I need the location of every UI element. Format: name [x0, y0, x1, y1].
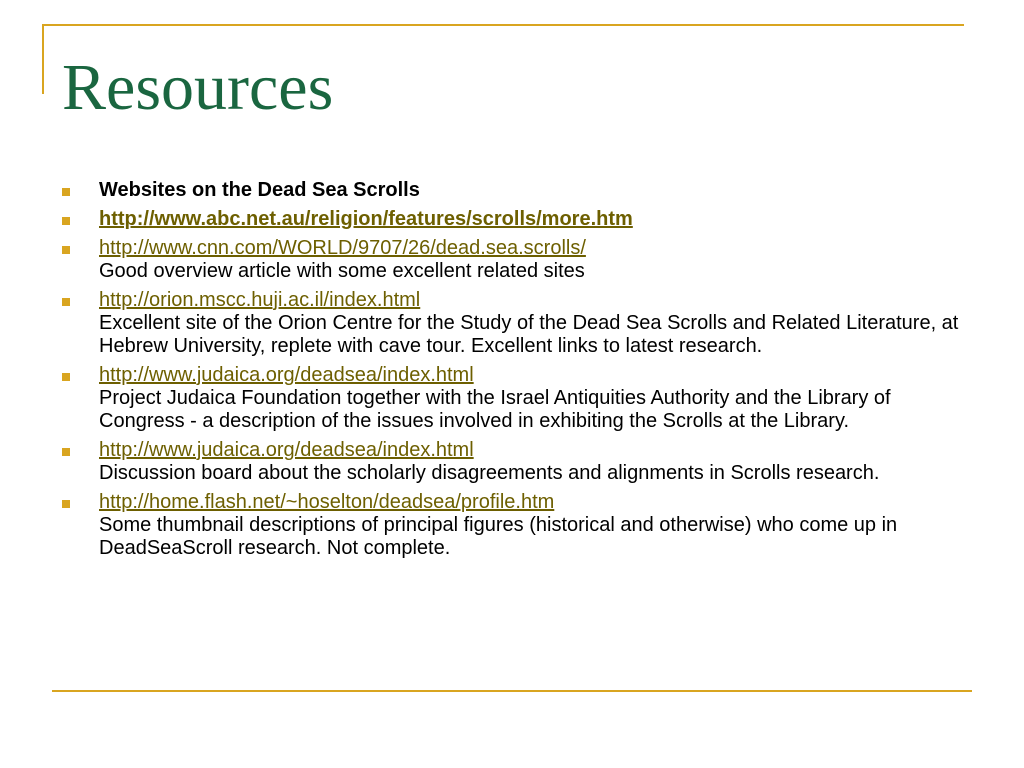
- resource-link[interactable]: http://orion.mscc.huji.ac.il/index.html: [99, 289, 421, 311]
- frame-top-rule: [42, 24, 964, 26]
- list-item: [62, 439, 962, 485]
- square-bullet-icon: [62, 500, 70, 508]
- resource-link[interactable]: http://www.cnn.com/WORLD/9707/26/dead.sea.scrolls/: [99, 237, 586, 259]
- list-item: [62, 364, 962, 433]
- list-heading: Websites on the Dead Sea Scrolls: [99, 179, 420, 201]
- resource-link[interactable]: http://home.flash.net/~hoselton/deadsea/profile.htm: [99, 491, 555, 513]
- resource-link[interactable]: http://www.judaica.org/deadsea/index.html: [99, 439, 474, 461]
- resource-description: Some thumbnail descriptions of principal figures (historical and otherwise) who come up in DeadSeaScroll research. Not complete.: [99, 514, 898, 559]
- square-bullet-icon: [62, 298, 70, 306]
- slide-title: Resources: [62, 51, 334, 124]
- frame-left-rule: [42, 24, 44, 94]
- list-item: [62, 491, 962, 560]
- list-item: [62, 208, 962, 231]
- square-bullet-icon: [62, 246, 70, 254]
- list-item: [62, 289, 962, 358]
- square-bullet-icon: [62, 373, 70, 381]
- resource-list: [62, 179, 962, 566]
- square-bullet-icon: [62, 448, 70, 456]
- list-item: [62, 179, 962, 202]
- frame-bottom-rule: [52, 690, 972, 692]
- resource-link[interactable]: http://www.judaica.org/deadsea/index.html: [99, 364, 474, 386]
- square-bullet-icon: [62, 188, 70, 196]
- resource-description: Discussion board about the scholarly disagreements and alignments in Scrolls research.: [99, 462, 880, 484]
- resource-link[interactable]: http://www.abc.net.au/religion/features/scrolls/more.htm: [99, 208, 633, 230]
- resource-description: Excellent site of the Orion Centre for the Study of the Dead Sea Scrolls and Related Literature, at Hebrew University, replete with cave tour. Excellent links to latest research.: [99, 312, 959, 357]
- list-item: [62, 237, 962, 283]
- resource-description: Good overview article with some excellent related sites: [99, 260, 585, 282]
- resource-description: Project Judaica Foundation together with the Israel Antiquities Authority and the Library of Congress - a description of the issues involved in exhibiting the Scrolls at the Library.: [99, 387, 891, 432]
- square-bullet-icon: [62, 217, 70, 225]
